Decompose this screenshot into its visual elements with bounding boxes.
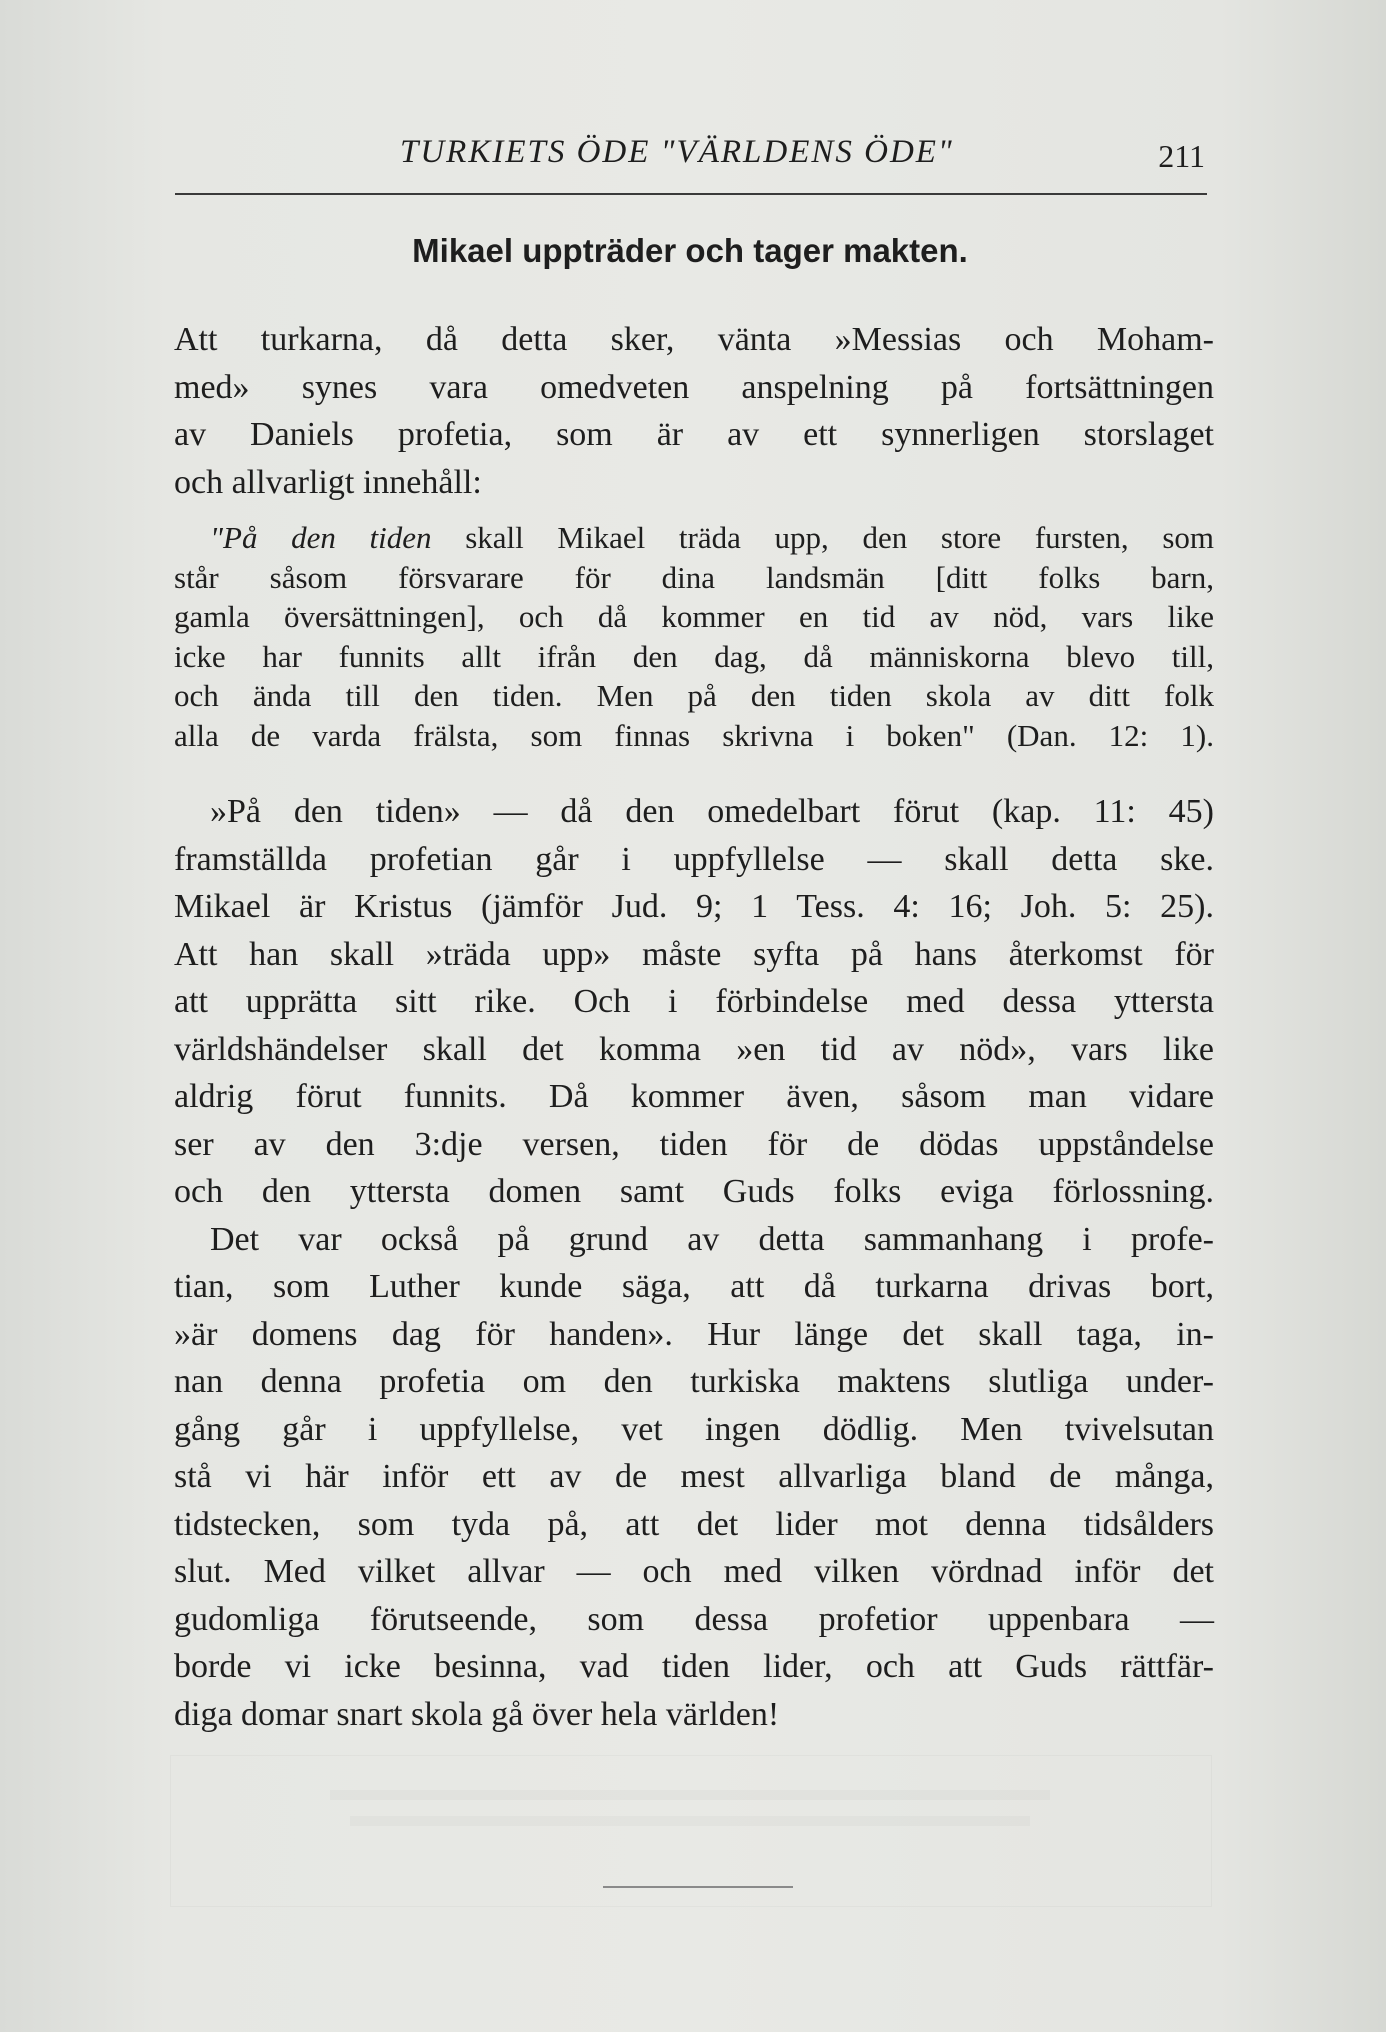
text-line: Det var också på grund av detta sammanhang i profe- — [210, 1220, 1214, 1258]
header-rule — [175, 193, 1207, 195]
text-line: och den yttersta domen samt Guds folks eviga förlossning. — [174, 1173, 1214, 1210]
text-line: att upprätta sitt rike. Och i förbindelse med dessa yttersta — [174, 983, 1214, 1020]
quote-first-line — [174, 518, 1214, 558]
text-line: Mikael är Kristus (jämför Jud. 9; 1 Tess. 4: 16; Joh. 5: 25). — [174, 888, 1214, 925]
bottom-rule — [603, 1886, 793, 1888]
text-line: gudomliga förutseende, som dessa profetior uppenbara — — [174, 1600, 1214, 1638]
quote-line: alla de varda frälsta, som finnas skrivna i boken" (Dan. 12: 1). — [174, 717, 1214, 753]
section-heading: Mikael uppträder och tager makten. — [412, 232, 968, 269]
text-line: gång går i uppfyllelse, vet ingen dödlig. Men tvivelsutan — [174, 1410, 1214, 1448]
quote-line: icke har funnits allt ifrån den dag, då människorna blevo till, — [174, 638, 1214, 674]
text-line: världshändelser skall det komma »en tid av nöd», vars like — [174, 1030, 1214, 1068]
quote-opening-italic: "På den tiden — [210, 520, 432, 555]
text-line: och allvarligt innehåll: — [174, 463, 482, 501]
text-line: borde vi icke besinna, vad tiden lider, och att Guds rättfär- — [174, 1648, 1214, 1685]
scripture-quote — [174, 518, 1214, 755]
show-through-line — [350, 1816, 1030, 1826]
quote-first-line-rest: skall Mikael träda upp, den store fursten, som — [431, 520, 1214, 555]
page-number: 211 — [1158, 138, 1205, 174]
text-line: stå vi här inför ett av de mest allvarliga bland de många, — [174, 1458, 1214, 1495]
text-line: av Daniels profetia, som är av ett synnerligen storslaget — [174, 416, 1214, 453]
show-through-line — [330, 1790, 1050, 1800]
text-line: tian, som Luther kunde säga, att då turkarna drivas bort, — [174, 1268, 1214, 1305]
text-line: ser av den 3:dje versen, tiden för de dödas uppståndelse — [174, 1125, 1214, 1163]
text-line: »är domens dag för handen». Hur länge det skall taga, in- — [174, 1315, 1214, 1353]
text-line: Att turkarna, då detta sker, vänta »Messias och Moham- — [174, 321, 1214, 358]
quote-line: står såsom försvarare för dina landsmän [ditt folks barn, — [174, 559, 1214, 595]
quote-line: och ända till den tiden. Men på den tiden skola av ditt folk — [174, 678, 1214, 713]
text-line: »På den tiden» — då den omedelbart förut (kap. 11: 45) — [210, 793, 1214, 830]
text-line: framställda profetian går i uppfyllelse — skall detta ske. — [174, 840, 1214, 878]
running-head — [175, 132, 1205, 182]
text-line: med» synes vara omedveten anspelning på fortsättningen — [174, 368, 1214, 406]
paragraph-1 — [174, 316, 1214, 506]
show-through-block — [170, 1755, 1212, 1907]
running-title: TURKIETS ÖDE "VÄRLDENS ÖDE" — [400, 134, 954, 170]
text-line: diga domar snart skola gå över hela världen! — [174, 1695, 780, 1733]
text-line: aldrig förut funnits. Då kommer även, såsom man vidare — [174, 1078, 1214, 1115]
paragraph-2 — [174, 788, 1214, 1738]
quote-line: gamla översättningen], och då kommer en tid av nöd, vars like — [174, 599, 1214, 634]
text-line: nan denna profetia om den turkiska maktens slutliga under- — [174, 1363, 1214, 1400]
text-line: Att han skall »träda upp» måste syfta på hans återkomst för — [174, 935, 1214, 973]
text-line: tidstecken, som tyda på, att det lider mot denna tidsålders — [174, 1505, 1214, 1543]
text-line: slut. Med vilket allvar — och med vilken vördnad inför det — [174, 1553, 1214, 1590]
